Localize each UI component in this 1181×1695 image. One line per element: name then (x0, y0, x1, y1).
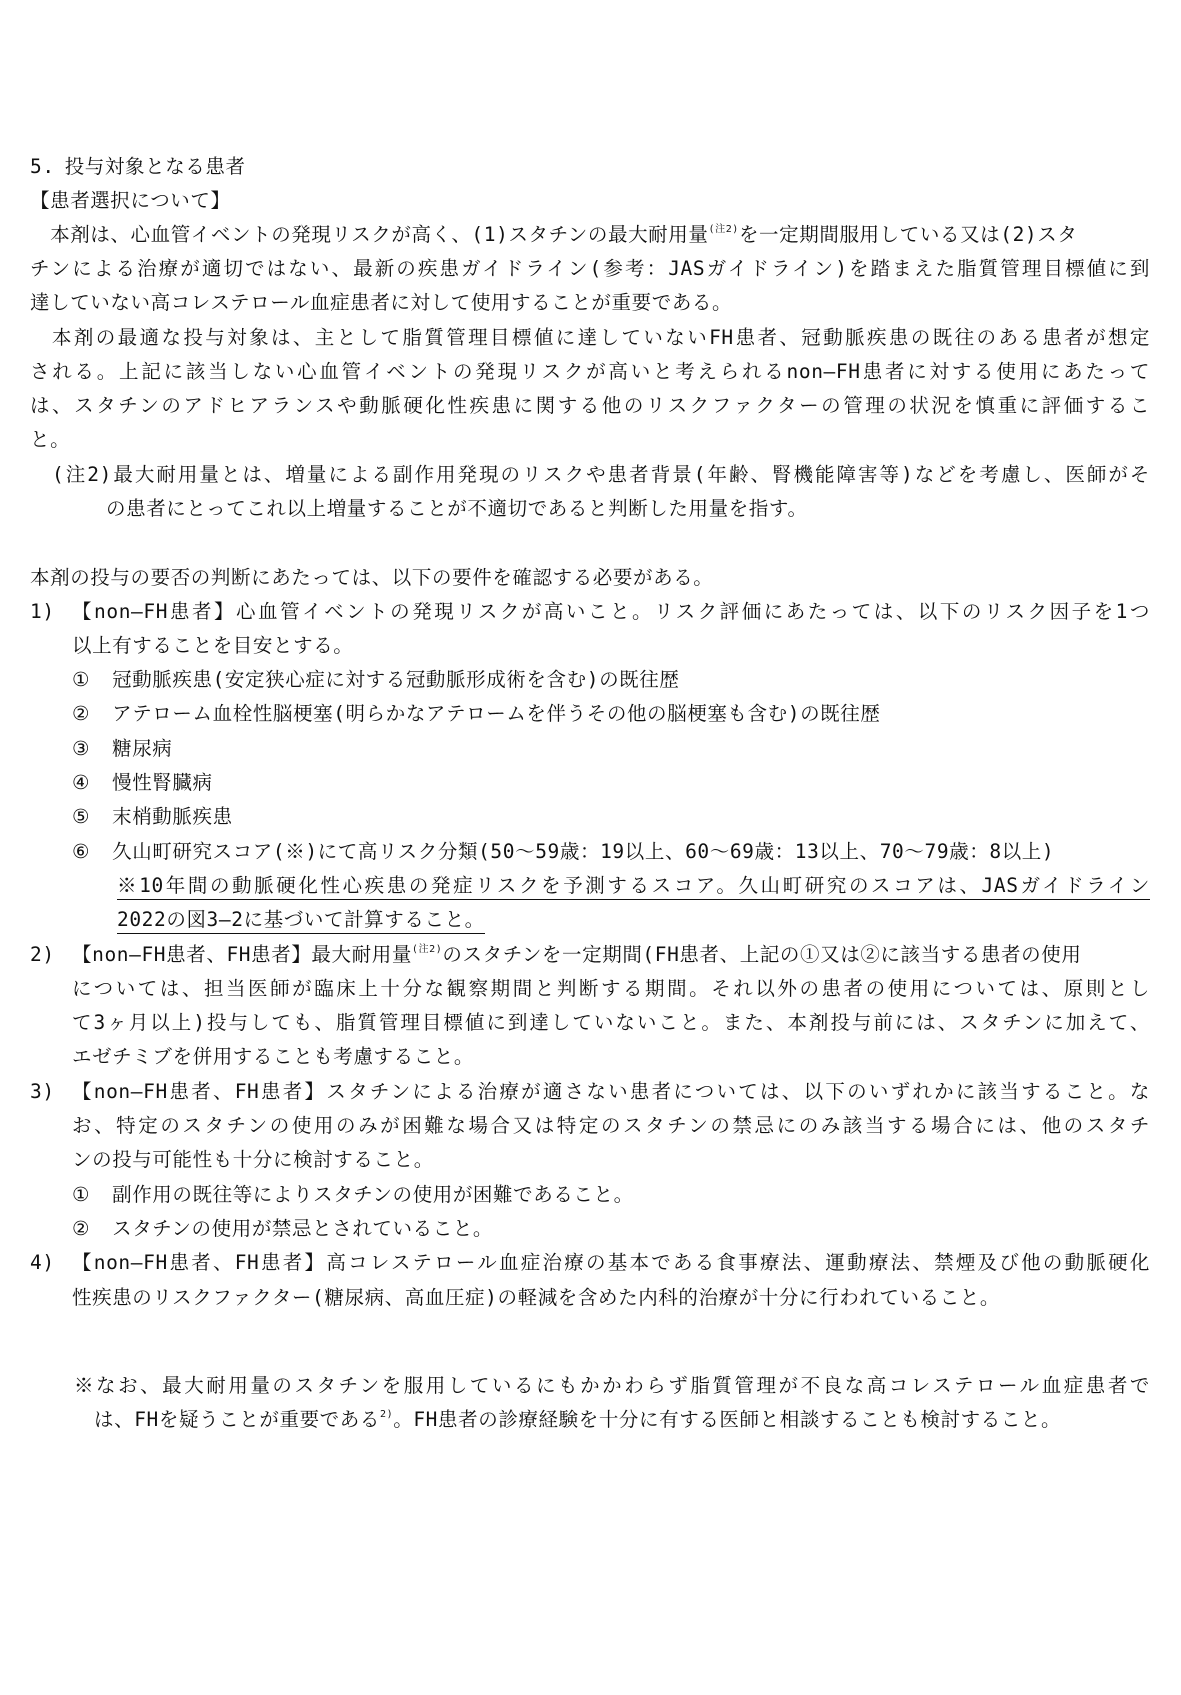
item-4-line1: 【non—FH患者、FH患者】高コレステロール血症治療の基本である食事療法、運動療法、禁煙及び他の動脈硬化 (72, 1251, 1150, 1274)
hisayama-footnote-line2: 2022の図3—2に基づいて計算すること。 (117, 908, 485, 934)
item-4-number: 4) (30, 1251, 55, 1274)
item-1-number: 1) (30, 600, 55, 623)
item-3-line1: 【non—FH患者、FH患者】スタチンによる治療が適さない患者については、以下のいずれかに該当すること。な (72, 1080, 1150, 1103)
note2-line2: の患者にとってこれ以上増量することが不適切であると判断した用量を指す。 (106, 497, 808, 520)
item-1-sub-2: ② アテローム血栓性脳梗塞(明らかなアテロームを伴うその他の脳梗塞も含む)の既往歴 (72, 702, 881, 725)
item-2-line3: て3ヶ月以上)投与しても、脂質管理目標値に到達していないこと。また、本剤投与前には、スタチンに加えて、 (72, 1011, 1150, 1034)
note2-line1: (注2)最大耐用量とは、増量による副作用発現のリスクや患者背景(年齢、腎機能障害等)などを考慮し、医師がそ (52, 463, 1150, 486)
section-heading (30, 155, 246, 179)
section-number: 5. (30, 155, 55, 178)
item-1-line2: 以上有することを目安とする。 (72, 634, 354, 657)
closing-note-line1: ※なお、最大耐用量のスタチンを服用しているにもかかわらず脂質管理が不良な高コレステロール血症患者で (74, 1374, 1150, 1397)
item-3-sub-2: ② スタチンの使用が禁忌とされていること。 (72, 1217, 494, 1240)
item-1-sub-1: ① 冠動脈疾患(安定狭心症に対する冠動脈形成術を含む)の既往歴 (72, 668, 680, 691)
item-2-number: 2) (30, 943, 55, 966)
intro-p1-line1: 本剤は、心血管イベントの発現リスクが高く、(1)スタチンの最大耐用量$^{(注2)}$を一定期間服用している又は(2)スタ (30, 223, 1078, 246)
intro-p1-line2: チンによる治療が適切ではない、最新の疾患ガイドライン(参考：JASガイドライン)を踏まえた脂質管理目標値に到 (30, 257, 1150, 280)
item-4-line2: 性疾患のリスクファクター(糖尿病、高血圧症)の軽減を含めた内科的治療が十分に行われていること。 (72, 1286, 1001, 1309)
item-2-line1: 【non—FH患者、FH患者】最大耐用量$^{(注2)}$のスタチンを一定期間(FH患者、上記の①又は②に該当する患者の使用 (72, 943, 1082, 966)
note-ref: (注2) (411, 944, 443, 955)
intro-p1-line3: 達していない高コレステロール血症患者に対して使用することが重要である。 (30, 291, 733, 314)
item-3-line2: お、特定のスタチンの使用のみが困難な場合又は特定のスタチンの禁忌にのみ該当する場合には、他のスタチ (72, 1114, 1150, 1137)
item-1-sub-4: ④ 慢性腎臓病 (72, 771, 213, 794)
intro-p2-line3: は、スタチンのアドヒアランスや動脈硬化性疾患に関する他のリスクファクターの管理の状況を慎重に評価するこ (30, 394, 1150, 417)
item-1-sub-3: ③ 糖尿病 (72, 737, 173, 760)
closing-note-line2: は、FHを疑うことが重要である$^{2)}$。FH患者の診療経験を十分に有する医師と相談することも検討すること。 (94, 1408, 1062, 1431)
intro-p2-line1: 本剤の最適な投与対象は、主として脂質管理目標値に達していないFH患者、冠動脈疾患の既往のある患者が想定 (30, 326, 1150, 349)
item-3-number: 3) (30, 1080, 55, 1103)
note-ref: (注2) (708, 224, 739, 235)
item-2-line4: エゼチミブを併用することも考慮すること。 (72, 1045, 475, 1068)
intro-p2-line2: される。上記に該当しない心血管イベントの発現リスクが高いと考えられるnon—FH患者に対する使用にあたって (30, 360, 1150, 383)
item-1-sub-5: ⑤ 末梢動脈疾患 (72, 805, 233, 828)
item-1-line1: 【non—FH患者】心血管イベントの発現リスクが高いこと。リスク評価にあたっては、以下のリスク因子を1つ (72, 600, 1150, 623)
item-3-sub-1: ① 副作用の既往等によりスタチンの使用が困難であること。 (72, 1183, 634, 1206)
hisayama-footnote-line1: ※10年間の動脈硬化性心疾患の発症リスクを予測するスコア。久山町研究のスコアは、JASガイドライン (117, 874, 1150, 900)
item-1-sub-6: ⑥ 久山町研究スコア(※)にて高リスク分類(50〜59歳：19以上、60〜69歳：13以上、70〜79歳：8以上) (72, 840, 1055, 863)
section-title: 投与対象となる患者 (64, 155, 246, 178)
reference-mark: 2) (379, 1409, 394, 1420)
subheading: 【患者選択について】 (30, 189, 231, 212)
requirements-lead: 本剤の投与の要否の判断にあたっては、以下の要件を確認する必要がある。 (30, 566, 714, 589)
item-2-line2: については、担当医師が臨床上十分な観察期間と判断する期間。それ以外の患者の使用については、原則とし (72, 977, 1150, 1000)
intro-p2-line4: と。 (30, 428, 71, 451)
item-3-line3: ンの投与可能性も十分に検討すること。 (72, 1148, 434, 1171)
